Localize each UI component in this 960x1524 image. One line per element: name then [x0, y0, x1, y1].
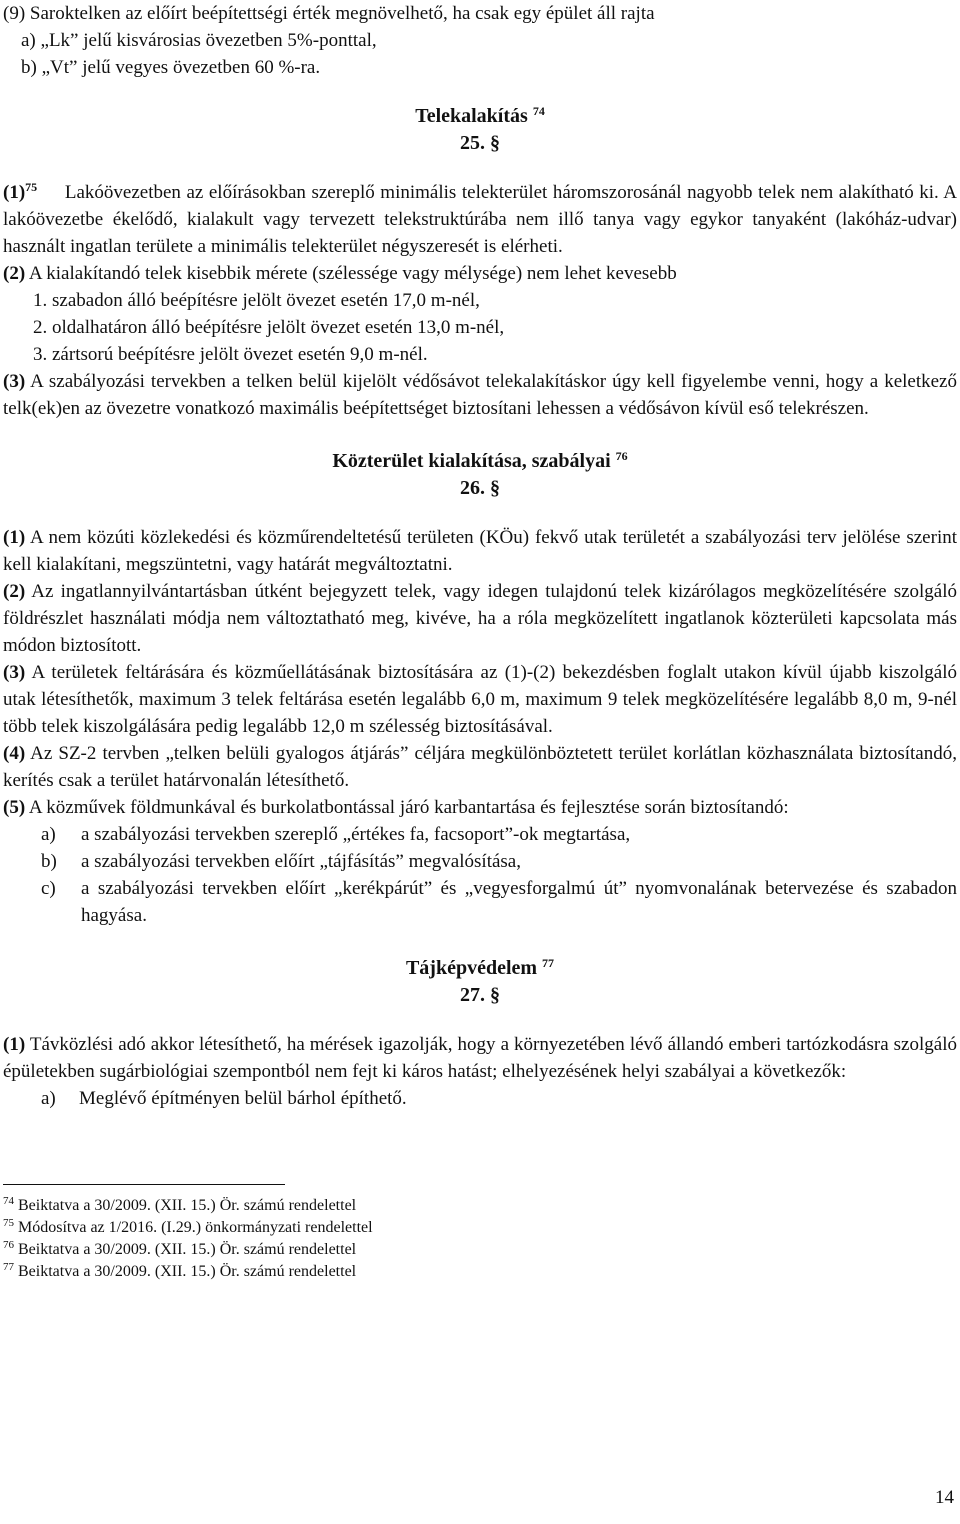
section-26-paragraph-4: [3, 740, 957, 794]
footnote-ref-77[interactable]: 77: [542, 956, 555, 970]
list-item-text: Meglévő építményen belül bárhol építhető.: [79, 1088, 407, 1109]
paragraph-text: Az ingatlannyilvántartásban útként bejegyzett telek, vagy idegen tulajdonú telek kizárólagos megközelítésére szolgáló földrészlet használati módja nem változtatható meg, kivéve, ha a róla megközelített ingatlanok közterületi kapcsolata más módon biztosított.: [3, 581, 958, 656]
section-26-paragraph-1: [3, 524, 957, 578]
footnote-number: 74: [3, 1195, 14, 1207]
section-27-p1-item-a: [3, 1085, 957, 1112]
footnote-text: Módosítva az 1/2016. (I.29.) önkormányzati rendelettel: [18, 1219, 373, 1236]
paragraph-label: (2): [3, 581, 26, 602]
footnote-number: 77: [3, 1261, 14, 1273]
footnote-76: [3, 1239, 957, 1261]
paragraph-text: A nem közúti közlekedési és közműrendeltetésű területen (KÖu) fekvő utak területét a szabályozási terv jelölése szerint kell kialakítani, megszüntetni, vagy határát megváltoztatni.: [3, 527, 958, 575]
footnote-text: Beiktatva a 30/2009. (XII. 15.) Ör. számú rendelettel: [18, 1197, 357, 1214]
page-number: 14: [935, 1487, 954, 1508]
list-item-text: a szabályozási tervekben szereplő „értékes fa, facsoport”-ok megtartása,: [81, 824, 631, 845]
footnote-text: Beiktatva a 30/2009. (XII. 15.) Ör. számú rendelettel: [18, 1263, 357, 1280]
paragraph-label: (5): [3, 797, 26, 818]
paragraph-text: A szabályozási tervekben a telken belül kijelölt védősávot telekalakításkor úgy kell figyelembe venni, hogy a keletkező telk(ek)en az övezetre vonatkozó maximális beépítettséget biztosítani lehessen a védősávon kívül eső telekrészen.: [3, 371, 957, 419]
section-25-paragraph-1: [3, 179, 957, 260]
paragraph-text: Az SZ-2 tervben „telken belüli gyalogos átjárás” céljára megkülönböztetett terület korlátlan közhasználata biztosítandó, kerítés csak a terület határvonalán létesíthető.: [3, 743, 957, 791]
paragraph-text: A közművek földmunkával és burkolatbontással járó karbantartása és fejlesztése során biztosítandó:: [28, 797, 789, 818]
section-27-number: 27. §: [460, 984, 500, 1006]
section-27-heading: [3, 955, 957, 982]
section-26-paragraph-2: [3, 578, 957, 659]
paragraph-label: (3): [3, 662, 26, 683]
section-25-paragraph-2: [3, 260, 957, 287]
paragraph-text: Távközlési adó akkor létesíthető, ha mérések igazolják, hogy a környezetében lévő állandó emberi tartózkodásra szolgáló épületekben sugárbiológiai szempontból nem fejt ki káros hatást; elhelyezésének helyi szabályai a következők:: [3, 1034, 957, 1082]
section-25-p2-item-2: 2. oldalhatáron álló beépítésre jelölt övezet esetén 13,0 m-nél,: [33, 317, 505, 338]
section-27-heading-text: Tájképvédelem: [405, 957, 538, 979]
list-item-text: a szabályozási tervekben előírt „kerékpárút” és „vegyesforgalmú út” nyomvonalának betervezése és szabadon hagyása.: [81, 878, 957, 926]
footnote-74: [3, 1195, 957, 1217]
paragraph-text: Lakóövezetben az előírásokban szereplő minimális telekterület háromszorosánál nagyobb telek nem alakítható ki. A lakóövezetbe ékelődő, kialakult vagy tervezett telekstruktúrába nem illő tanya vagy egykor tanyaként (lakóház-udvar) használt ingatlan területe a minimális telekterület négyszeresét is elérheti.: [3, 182, 957, 257]
paragraph-text: A területek feltárására és közműellátásának biztosítására az (1)-(2) bekezdésben foglalt utakon kívül újabb kiszolgáló utak létesíthetők, maximum 3 telek feltárása esetén legalább 6,0 m, maximum 9 telek megközelítésére legalább 8,0 m, 9-nél több telek kiszolgálására pedig legalább 12,0 m szélesség biztosításával.: [3, 662, 957, 737]
footnote-ref-74[interactable]: 74: [532, 104, 545, 118]
footnote-text: Beiktatva a 30/2009. (XII. 15.) Ör. számú rendelettel: [18, 1241, 357, 1258]
section-26-paragraph-3: [3, 659, 957, 740]
footnote-ref-75[interactable]: 75: [25, 180, 38, 194]
section-27-paragraph-1: [3, 1031, 957, 1085]
section-25-heading-text: Telekalakítás: [415, 105, 528, 127]
footnote-77: [3, 1261, 957, 1283]
section-25-p2-item-3: 3. zártsorú beépítésre jelölt övezet esetén 9,0 m-nél.: [33, 344, 428, 365]
list-marker: c): [41, 878, 56, 899]
footnote-number: 75: [3, 1217, 14, 1229]
paragraph-9-text: (9) Saroktelken az előírt beépítettségi érték megnövelhető, ha csak egy épület áll rajta: [3, 3, 655, 24]
list-item-text: a szabályozási tervekben előírt „tájfásítás” megvalósítása,: [81, 851, 521, 872]
paragraph-label: (2): [3, 263, 26, 284]
list-marker: b): [41, 851, 57, 872]
paragraph-label: (4): [3, 743, 26, 764]
section-26-heading: [3, 448, 957, 475]
section-26-number: 26. §: [460, 477, 500, 499]
paragraph-9: [3, 0, 957, 27]
section-25-number: 25. §: [460, 132, 500, 154]
list-marker: a): [41, 824, 56, 845]
document-page: [3, 0, 957, 1283]
section-26-p5-item-a: [3, 821, 957, 848]
footnote-ref-76[interactable]: 76: [615, 449, 628, 463]
footnote-number: 76: [3, 1239, 14, 1251]
section-25-p2-item-1: 1. szabadon álló beépítésre jelölt övezet esetén 17,0 m-nél,: [33, 290, 480, 311]
section-26-p5-item-b: [3, 848, 957, 875]
paragraph-label: (1): [3, 1034, 26, 1055]
paragraph-label: (1): [3, 527, 26, 548]
footnote-75: [3, 1217, 957, 1239]
section-25-heading: [3, 103, 957, 130]
paragraph-9-item-b: b) „Vt” jelű vegyes övezetben 60 %-ra.: [21, 57, 321, 78]
paragraph-label: (3): [3, 371, 26, 392]
section-26-heading-text: Közterület kialakítása, szabályai: [332, 450, 611, 472]
section-26-paragraph-5: [3, 794, 957, 821]
paragraph-label: (1): [3, 182, 26, 203]
paragraph-text: A kialakítandó telek kisebbik mérete (szélessége vagy mélysége) nem lehet kevesebb: [28, 263, 677, 284]
list-marker: a): [41, 1088, 56, 1109]
paragraph-9-item-a: a) „Lk” jelű kisvárosias övezetben 5%-ponttal,: [21, 30, 377, 51]
section-25-paragraph-3: [3, 368, 957, 422]
section-26-p5-item-c: [3, 875, 957, 929]
